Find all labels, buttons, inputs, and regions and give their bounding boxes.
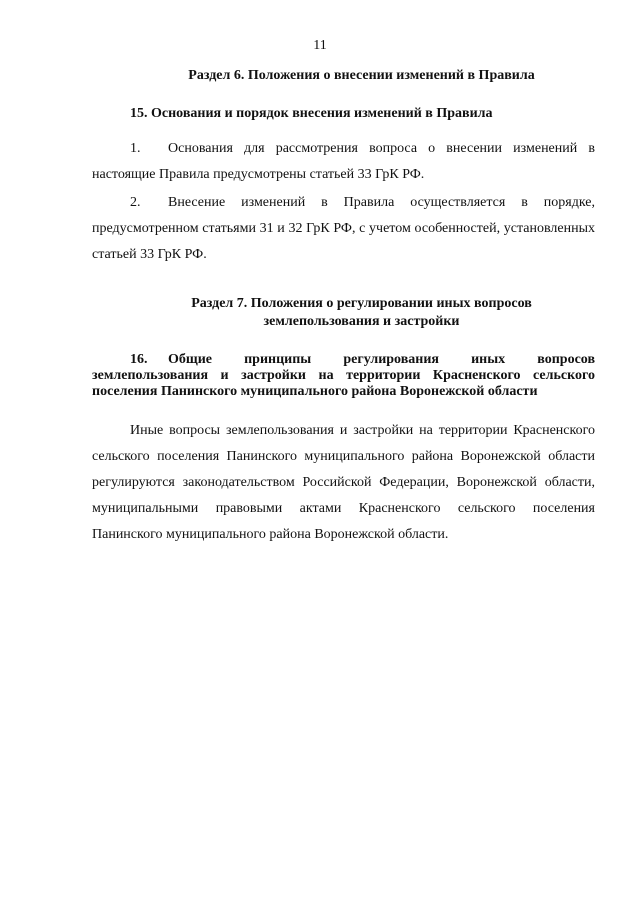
page-number: 11	[313, 38, 327, 53]
section-7-heading	[92, 296, 595, 330]
article-16-number: 16.	[130, 352, 148, 367]
article-15-body	[92, 136, 595, 268]
article-15-item-2	[92, 190, 595, 268]
section-7-heading-line-2: землепользования и застройки	[263, 314, 460, 329]
article-15-heading: 15. Основания и порядок внесения изменений в Правила	[130, 106, 493, 121]
article-15-item-1	[92, 136, 595, 188]
item-number: 1.	[130, 141, 141, 156]
article-16-title: Общие принципы регулирования иных вопросов землепользования и застройки на территории Красненского сельского поселения Панинского муниципального района Воронежской области	[92, 352, 595, 399]
item-text: Внесение изменений в Правила осуществляется в порядке, предусмотренном статьями 31 и 32 ГрК РФ, с учетом особенностей, установленных статьей 33 ГрК РФ.	[92, 195, 595, 262]
article-16-heading	[92, 352, 595, 400]
section-6-heading: Раздел 6. Положения о внесении изменений в Правила	[188, 68, 535, 83]
item-text: Основания для рассмотрения вопроса о внесении изменений в настоящие Правила предусмотрены статьей 33 ГрК РФ.	[92, 141, 595, 182]
article-16-body: Иные вопросы землепользования и застройки на территории Красненского сельского поселения Панинского муниципального района Воронежской области регулируются законодательством Российской Федерации, Воронежской области, муниципальными правовыми актами Красненского сельского поселения Панинского муниципального района Воронежской области.	[92, 423, 595, 542]
section-7-heading-line-1: Раздел 7. Положения о регулировании иных вопросов	[191, 296, 532, 311]
item-number: 2.	[130, 195, 141, 210]
page-content	[92, 68, 595, 548]
